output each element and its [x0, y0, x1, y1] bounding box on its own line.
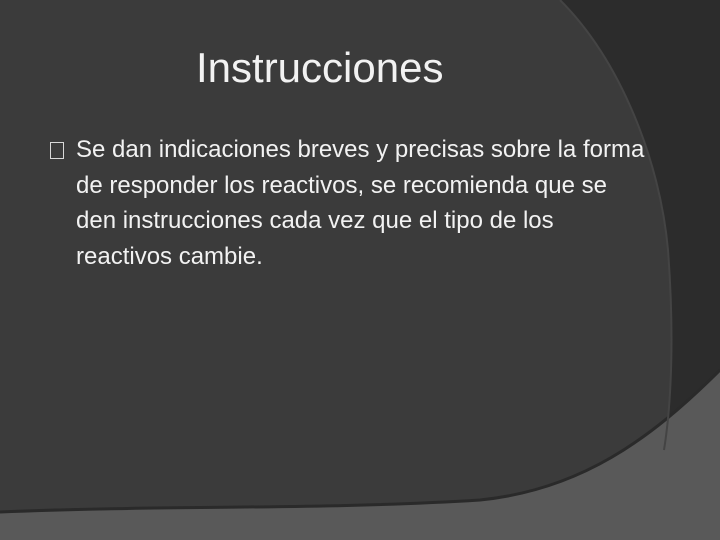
slide-title: Instrucciones — [196, 44, 444, 91]
bullet-list — [48, 132, 648, 274]
lower-right-band — [0, 370, 720, 540]
square-bullet-icon — [50, 142, 64, 159]
bullet-text: Se dan indicaciones breves y precisas sobre la forma de responder los reactivos, se recomienda que se den instrucciones cada vez que el tipo de los reactivos cambie. — [76, 136, 645, 270]
bullet-item — [48, 132, 648, 274]
